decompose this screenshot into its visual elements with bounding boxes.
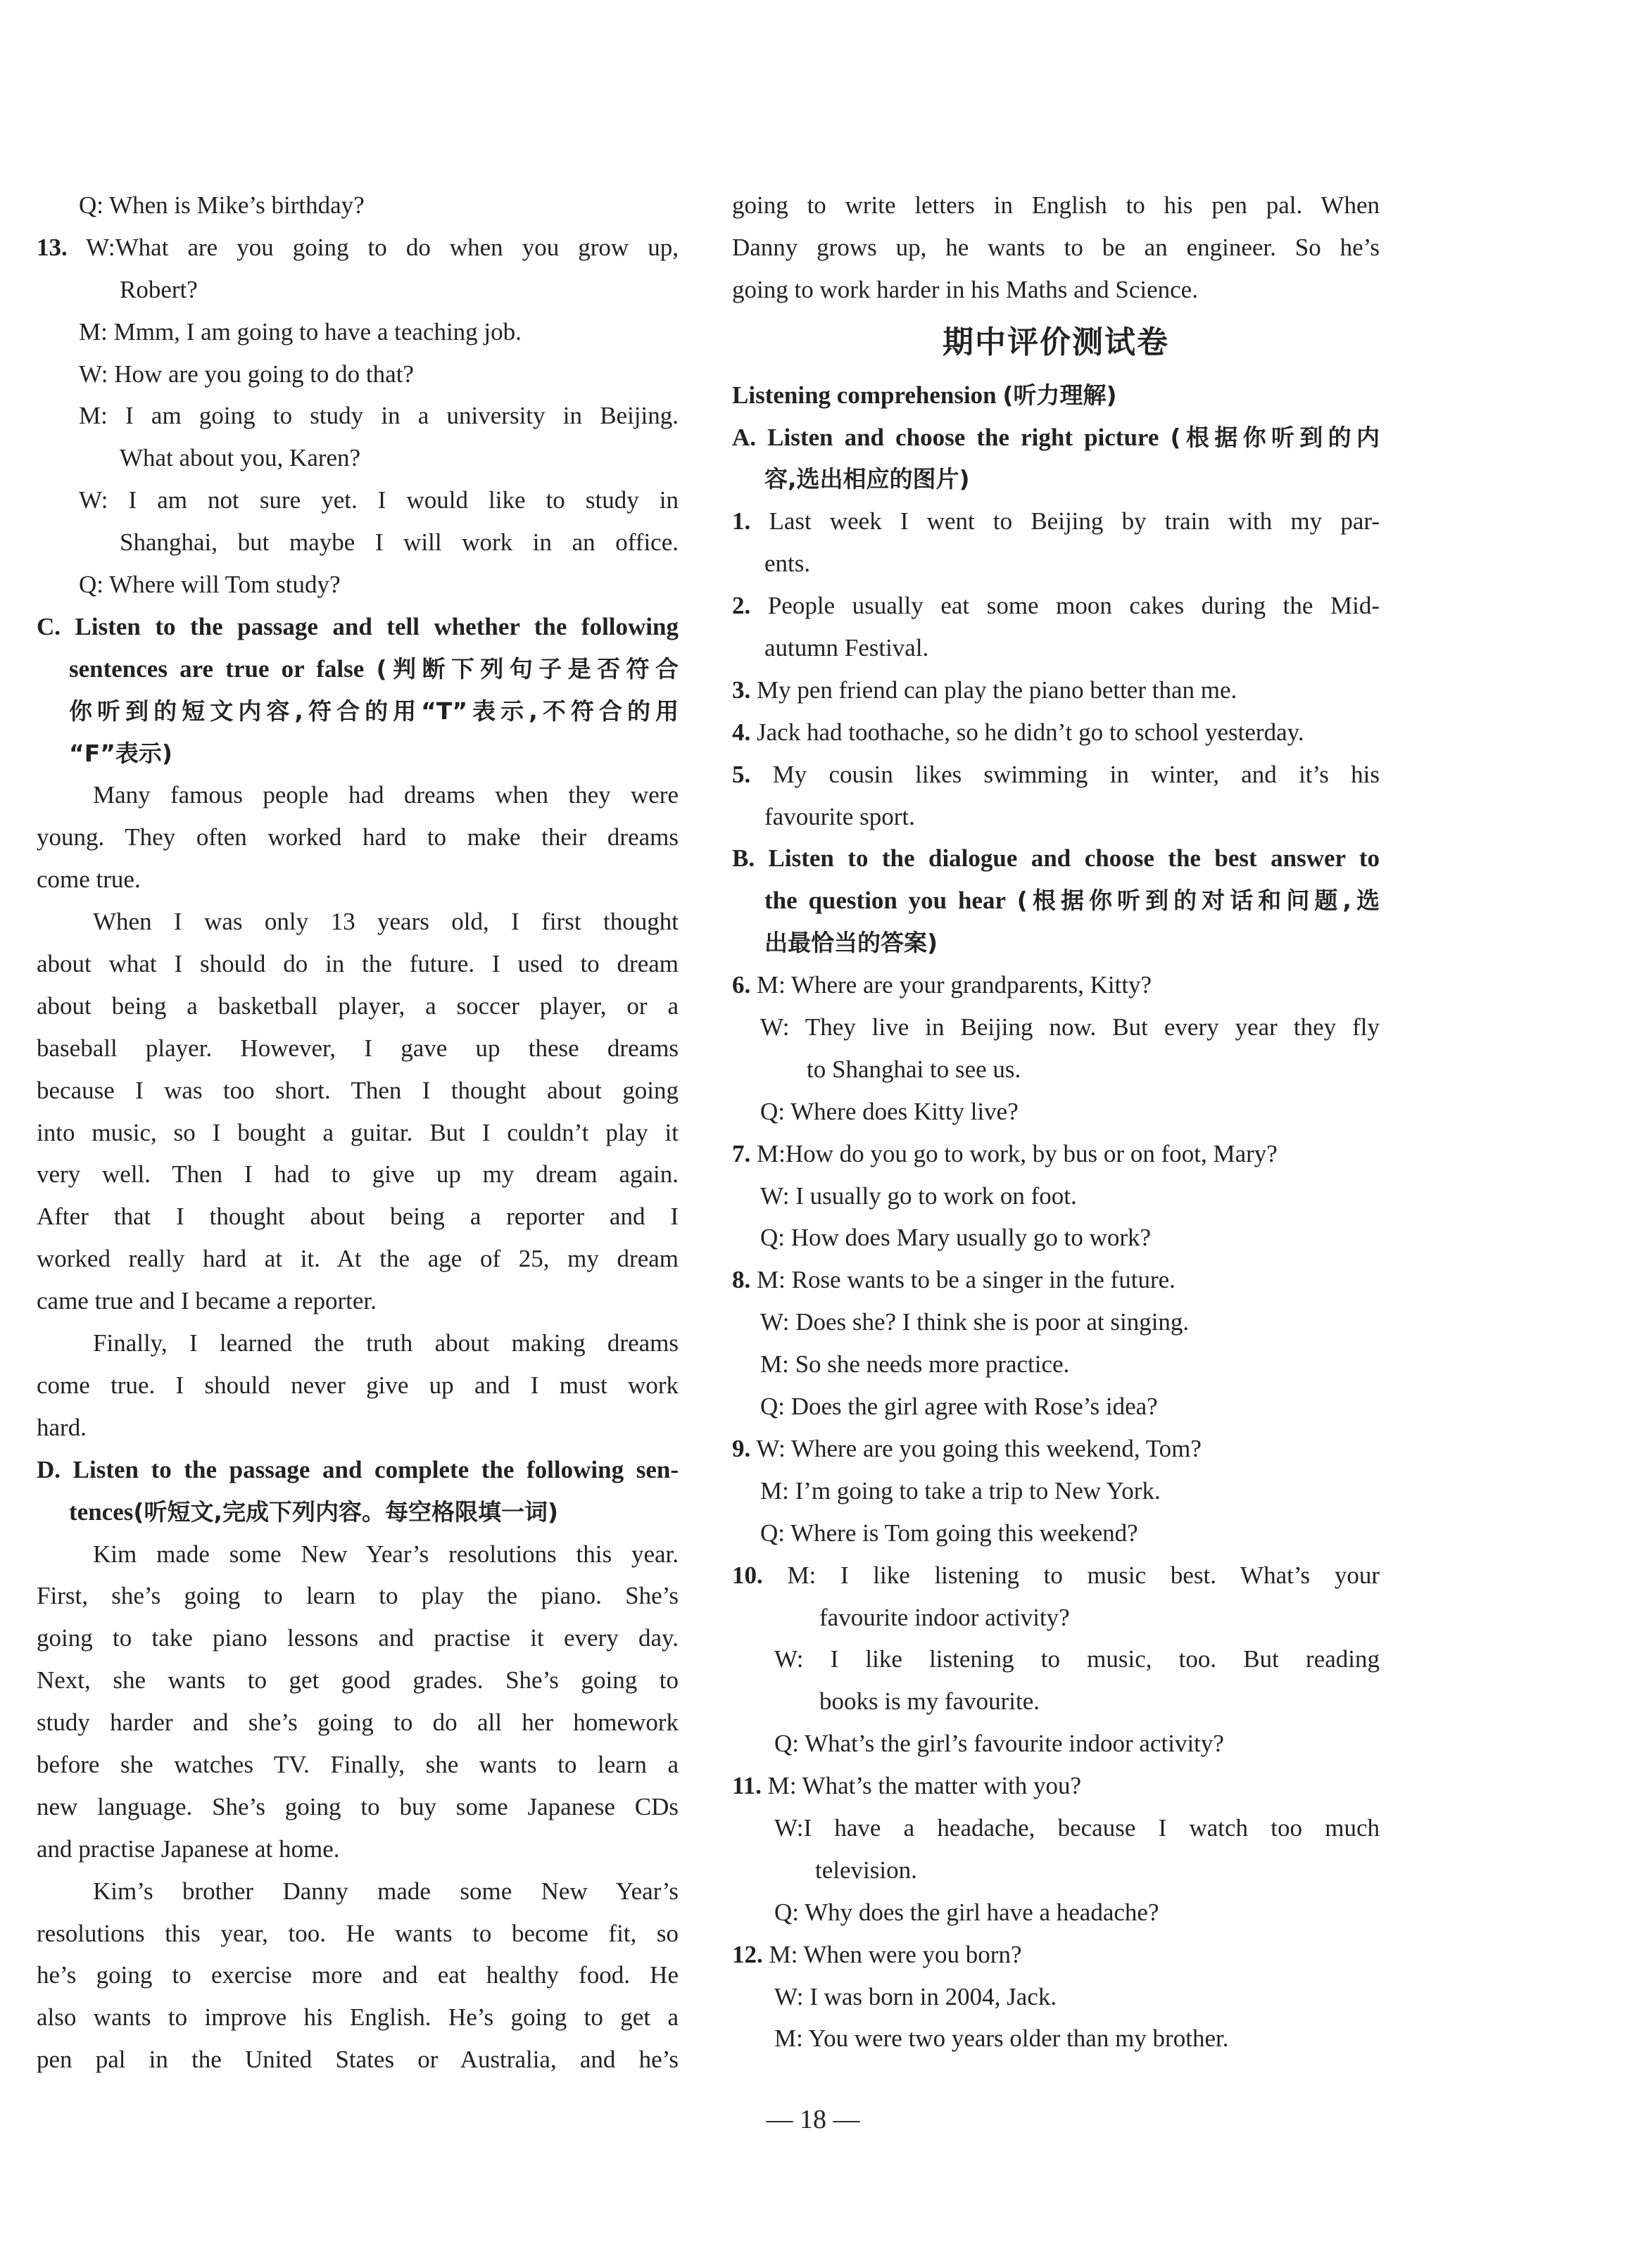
dialogue-line: W: They live in Beijing now. But every year they fly	[760, 1013, 1380, 1041]
question-number: 13.	[37, 233, 68, 261]
section-instruction-cn: (听力理解)	[1002, 381, 1117, 409]
dialogue-line: favourite indoor activity?	[819, 1603, 1070, 1631]
page-number: — 18 —	[766, 2105, 860, 2134]
section-a-heading	[732, 417, 1380, 459]
dialogue-line: M: I am going to study in a university in Beijing.	[79, 402, 679, 430]
dialogue-line: Q: Where does Kitty live?	[760, 1097, 1019, 1125]
question-text: Jack had toothache, so he didn’t go to school yesterday.	[757, 718, 1304, 746]
dialogue-line: M: Rose wants to be a singer in the future.	[757, 1266, 1176, 1294]
passage-line: worked really hard at it. At the age of 25, my dream	[37, 1245, 679, 1273]
question-8	[732, 1259, 1380, 1301]
question-number: 3.	[732, 676, 751, 704]
dialogue-line: M: Where are your grandparents, Kitty?	[757, 971, 1152, 999]
dialogue-line: Q: Does the girl agree with Rose’s idea?	[760, 1393, 1158, 1421]
question-number: 5.	[732, 760, 751, 788]
dialogue-line: Q: Where is Tom going this weekend?	[760, 1519, 1138, 1547]
dialogue-line: W:What are you going to do when you grow up,	[86, 233, 679, 261]
passage-line: because I was too short. Then I thought about going	[37, 1076, 679, 1104]
passage-line: and practise Japanese at home.	[37, 1835, 340, 1863]
passage-line: young. They often worked hard to make their dreams	[37, 823, 679, 851]
section-instruction-cn: “F”表示)	[69, 739, 173, 767]
passage-line: hard.	[37, 1413, 87, 1441]
question-number: 10.	[732, 1561, 763, 1589]
passage-line: very well. Then I had to give up my dream again.	[37, 1160, 679, 1189]
question-7	[732, 1133, 1380, 1175]
question-10	[732, 1554, 1380, 1597]
dialogue-line: Shanghai, but maybe I will work in an office.	[120, 528, 679, 557]
dialogue-line: W: I am not sure yet. I would like to study in	[79, 486, 679, 514]
dialogue-line: W: Does she? I think she is poor at singing.	[760, 1308, 1190, 1336]
dialogue-line: Q: How does Mary usually go to work?	[760, 1224, 1152, 1252]
passage-line: baseball player. However, I gave up these dreams	[37, 1034, 679, 1062]
question-6	[732, 964, 1380, 1006]
question-2	[732, 585, 1380, 627]
passage-line: resolutions this year, too. He wants to become fit, so	[37, 1919, 679, 1947]
passage-line: After that I thought about being a reporter and I	[37, 1203, 679, 1231]
dialogue-line: W: I like listening to music, too. But reading	[774, 1645, 1380, 1673]
passage-line: going to work harder in his Maths and Science.	[732, 275, 1198, 303]
dialogue-line: television.	[815, 1856, 917, 1884]
question-9	[732, 1428, 1380, 1470]
question-3	[732, 669, 1380, 711]
dialogue-line: W: How are you going to do that?	[79, 360, 414, 388]
dialogue-line: Robert?	[120, 275, 198, 303]
passage-line: come true. I should never give up and I must work	[37, 1371, 679, 1399]
passage-line: he’s going to exercise more and eat healthy food. He	[37, 1961, 679, 1989]
listening-heading	[732, 374, 1380, 417]
dialogue-line: M: I’m going to take a trip to New York.	[760, 1476, 1161, 1504]
dialogue-line: M:How do you go to work, by bus or on foot, Mary?	[757, 1139, 1278, 1167]
section-instruction-cn: (根据你听到的对话和问题,选	[1016, 887, 1380, 915]
question-number: 4.	[732, 718, 751, 746]
section-instruction-cn: 出最恰当的答案)	[764, 929, 938, 957]
section-instruction-cn: (判断下列句子是否符合	[376, 654, 679, 683]
passage-line: When I was only 13 years old, I first thought	[93, 908, 679, 936]
dialogue-line: W: Where are you going this weekend, Tom?	[756, 1434, 1202, 1462]
section-instruction-cn: (听短文,完成下列内容。每空格限填一词)	[133, 1497, 559, 1526]
question-text: ents.	[764, 550, 811, 578]
passage-line: going to write letters in English to his pen pal. When	[732, 191, 1380, 219]
dialogue-line: W: I was born in 2004, Jack.	[774, 1982, 1057, 2010]
dialogue-line: M: When were you born?	[769, 1940, 1022, 1968]
question-13	[37, 227, 679, 269]
passage-line: pen pal in the United States or Australia, and he’s	[37, 2046, 679, 2074]
passage-line: before she watches TV. Finally, she wants to learn a	[37, 1750, 679, 1778]
section-c-heading: C. Listen to the passage and tell whether the following	[37, 612, 679, 640]
section-c-heading	[37, 648, 679, 690]
question-text: People usually eat some moon cakes during the Mid-	[767, 592, 1380, 620]
right-column	[732, 184, 1380, 2060]
question-number: 6.	[732, 971, 751, 999]
passage-line: Danny grows up, he wants to be an engineer. So he’s	[732, 233, 1380, 261]
dialogue-line: Q: When is Mike’s birthday?	[79, 191, 365, 219]
passage-line: also wants to improve his English. He’s going to get a	[37, 2003, 679, 2032]
section-d-heading: D. Listen to the passage and complete the following sen-	[37, 1455, 679, 1483]
dialogue-line: M: You were two years older than my brother.	[774, 2025, 1229, 2053]
question-11	[732, 1765, 1380, 1807]
passage-line: Next, she wants to get good grades. She’s going to	[37, 1666, 679, 1694]
passage-line: Many famous people had dreams when they were	[93, 781, 679, 809]
section-heading-text: Listening comprehension	[732, 381, 997, 409]
passage-line: about being a basketball player, a soccer player, or a	[37, 992, 679, 1020]
passage-line: Finally, I learned the truth about making dreams	[93, 1329, 679, 1357]
question-number: 12.	[732, 1940, 763, 1968]
dialogue-line: to Shanghai to see us.	[807, 1055, 1021, 1083]
dialogue-line: W:I have a headache, because I watch too much	[774, 1813, 1380, 1842]
dialogue-line: M: Mmm, I am going to have a teaching job.	[79, 317, 522, 346]
question-12	[732, 1934, 1380, 1976]
passage-line: come true.	[37, 866, 141, 894]
question-text: favourite sport.	[764, 802, 915, 830]
section-d-heading	[37, 1491, 679, 1533]
section-heading-text: sentences are true or false	[69, 654, 365, 683]
section-b-heading: B. Listen to the dialogue and choose the best answer to	[732, 844, 1380, 873]
dialogue-line: books is my favourite.	[819, 1687, 1040, 1716]
section-b-heading	[732, 880, 1380, 922]
passage-line: going to take piano lessons and practise it every day.	[37, 1624, 679, 1652]
section-instruction-cn: 容,选出相应的图片)	[764, 465, 970, 493]
section-heading-text: the question you hear	[764, 887, 1006, 915]
question-number: 11.	[732, 1772, 762, 1800]
question-text: Last week I went to Beijing by train with my par-	[769, 507, 1380, 536]
section-instruction-cn: 你听到的短文内容,符合的用“T”表示,不符合的用	[69, 697, 679, 725]
dialogue-line: M: What’s the matter with you?	[767, 1772, 1082, 1800]
question-4	[732, 711, 1380, 754]
dialogue-line: M: I like listening to music best. What’s your	[787, 1561, 1380, 1589]
passage-line: about what I should do in the future. I used to dream	[37, 950, 679, 978]
question-number: 2.	[732, 592, 751, 620]
section-heading-text: tences	[69, 1497, 134, 1526]
question-number: 7.	[732, 1139, 751, 1167]
section-instruction-cn: (根据你听到的内	[1170, 423, 1380, 451]
dialogue-line: Q: What’s the girl’s favourite indoor activity?	[774, 1730, 1224, 1758]
passage-line: new language. She’s going to buy some Japanese CDs	[37, 1792, 679, 1820]
passage-line: First, she’s going to learn to play the piano. She’s	[37, 1582, 679, 1610]
question-number: 9.	[732, 1434, 751, 1462]
question-1	[732, 500, 1380, 543]
question-5	[732, 754, 1380, 796]
dialogue-line: Q: Where will Tom study?	[79, 571, 341, 599]
section-heading-text: A. Listen and choose the right picture	[732, 423, 1159, 451]
passage-line: into music, so I bought a guitar. But I couldn’t play it	[37, 1118, 679, 1146]
question-text: My cousin likes swimming in winter, and it’s his	[772, 760, 1380, 788]
dialogue-line: M: So she needs more practice.	[760, 1350, 1070, 1379]
passage-line: Kim’s brother Danny made some New Year’s	[93, 1877, 679, 1905]
dialogue-line: W: I usually go to work on foot.	[760, 1181, 1077, 1210]
dialogue-line: What about you, Karen?	[120, 444, 361, 472]
test-title: 期中评价测试卷	[943, 324, 1169, 360]
dialogue-line: Q: Why does the girl have a headache?	[774, 1898, 1159, 1926]
question-text: autumn Festival.	[764, 634, 929, 662]
question-text: My pen friend can play the piano better than me.	[757, 676, 1237, 704]
passage-line: study harder and she’s going to do all her homework	[37, 1709, 679, 1737]
question-number: 1.	[732, 507, 751, 536]
passage-line: Kim made some New Year’s resolutions this year.	[93, 1540, 679, 1568]
question-number: 8.	[732, 1266, 751, 1294]
passage-line: came true and I became a reporter.	[37, 1287, 377, 1315]
left-column	[37, 184, 679, 2081]
